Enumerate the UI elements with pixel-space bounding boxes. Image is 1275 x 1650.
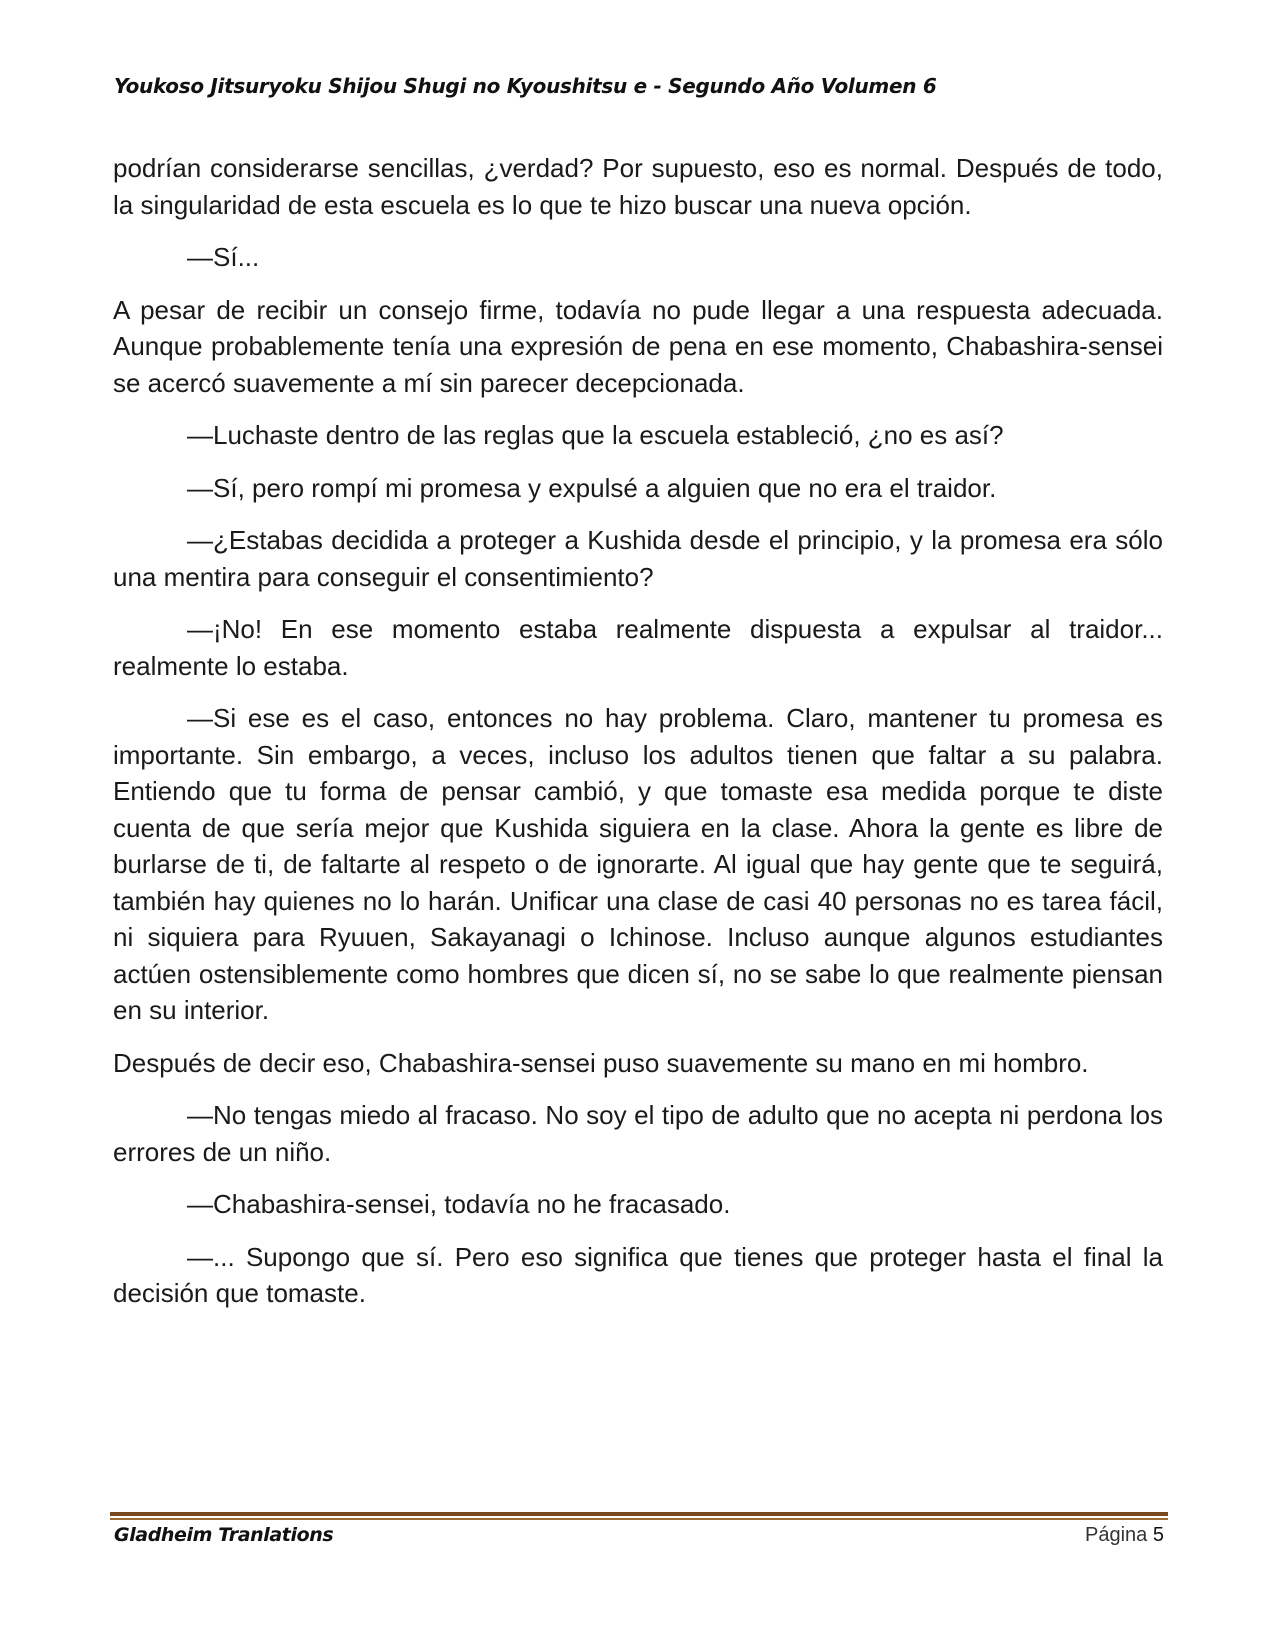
page-number xyxy=(1085,1524,1164,1547)
page-number-value: 5 xyxy=(1152,1524,1164,1546)
paragraph: A pesar de recibir un consejo firme, todavía no pude llegar a una respuesta adecuada. Aunque probablemente tenía una expresión de pena en ese momento, Chabashira-sensei se acercó suavemente a mí sin parecer decepcionada. xyxy=(113,294,1163,398)
paragraph: Después de decir eso, Chabashira-sensei puso suavemente su mano en mi hombro. xyxy=(113,1047,1089,1078)
page-header-title: Youkoso Jitsuryoku Shijou Shugi no Kyoushitsu e - Segundo Año Volumen 6 xyxy=(114,74,937,98)
page-label: Página xyxy=(1085,1524,1148,1546)
dialogue-paragraph: —Sí... xyxy=(187,242,260,272)
dialogue-paragraph: —No tengas miedo al fracaso. No soy el tipo de adulto que no acepta ni perdona los errores de un niño. xyxy=(113,1100,1163,1167)
dialogue-paragraph: —Luchaste dentro de las reglas que la escuela estableció, ¿no es así? xyxy=(187,420,1004,450)
footer-credit: Gladheim Tranlations xyxy=(114,1524,334,1546)
dialogue-paragraph: —Chabashira-sensei, todavía no he fracasado. xyxy=(187,1189,731,1219)
dialogue-paragraph: —¿Estabas decidida a proteger a Kushida desde el principio, y la promesa era sólo una mentira para conseguir el consentimiento? xyxy=(113,525,1163,592)
dialogue-paragraph: —¡No! En ese momento estaba realmente dispuesta a expulsar al traidor... realmente lo estaba. xyxy=(113,614,1163,681)
page-body xyxy=(113,150,1163,1328)
footer-divider-thin xyxy=(110,1518,1168,1520)
footer-divider xyxy=(110,1512,1168,1516)
paragraph: podrían considerarse sencillas, ¿verdad? Por supuesto, eso es normal. Después de todo, la singularidad de esta escuela es lo que te hizo buscar una nueva opción. xyxy=(113,153,1163,220)
dialogue-paragraph: —Si ese es el caso, entonces no hay problema. Claro, mantener tu promesa es importante. Sin embargo, a veces, incluso los adultos tienen que faltar a su palabra. Entiendo que tu forma de pensar cambió, y que tomaste esa medida porque te diste cuenta de que sería mejor que Kushida siguiera en la clase. Ahora la gente es libre de burlarse de ti, de faltarte al respeto o de ignorarte. Al igual que hay gente que te seguirá, también hay quienes no lo harán. Unificar una clase de casi 40 personas no es tarea fácil, ni siquiera para Ryuuen, Sakayanagi o Ichinose. Incluso aunque algunos estudiantes actúen ostensiblemente como hombres que dicen sí, no se sabe lo que realmente piensan en su interior. xyxy=(113,703,1163,1025)
dialogue-paragraph: —... Supongo que sí. Pero eso significa que tienes que proteger hasta el final la decisión que tomaste. xyxy=(113,1241,1163,1308)
dialogue-paragraph: —Sí, pero rompí mi promesa y expulsé a alguien que no era el traidor. xyxy=(187,472,997,503)
